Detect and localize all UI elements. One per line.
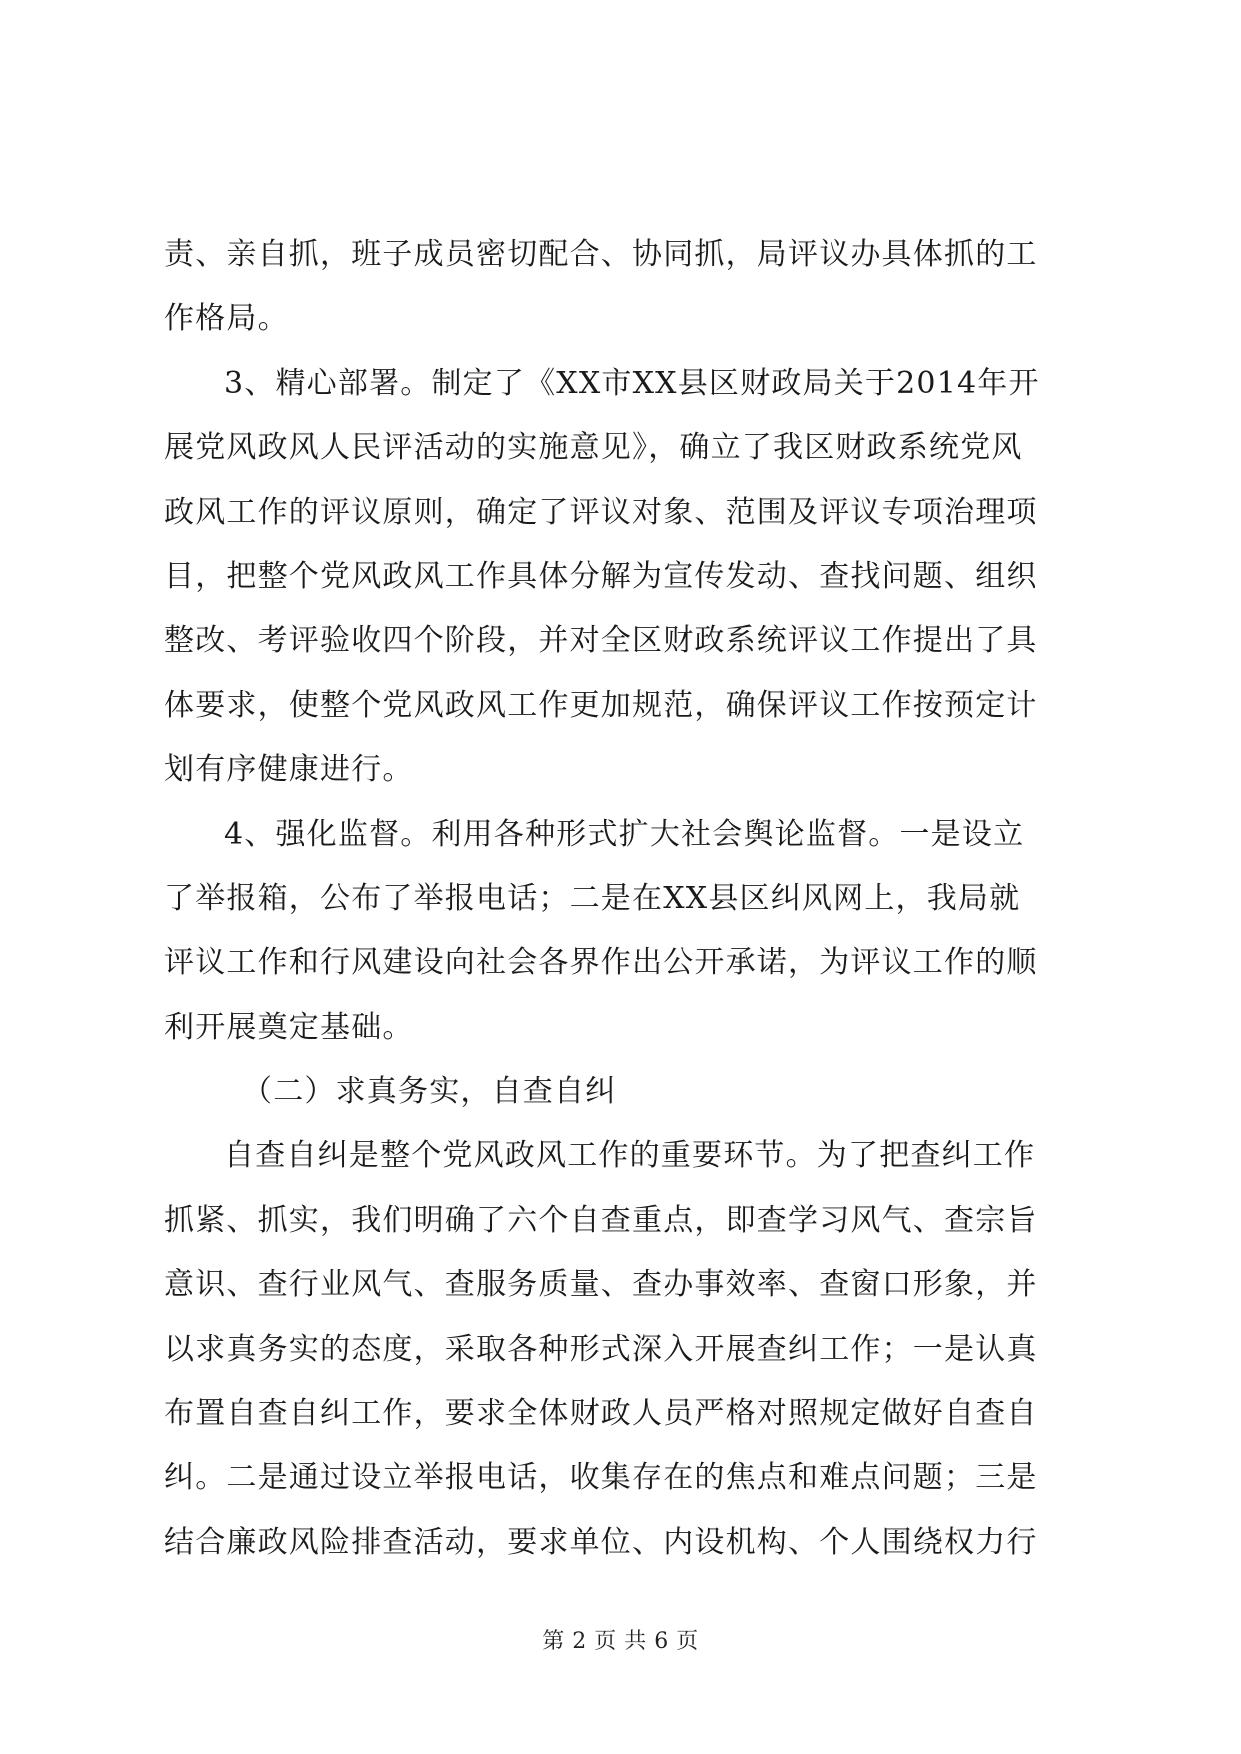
text-line: 展党风政风人民评活动的实施意见》，确立了我区财政系统党风 [164, 430, 1023, 466]
text-line: 作格局。 [164, 301, 289, 337]
text-line: 评议工作和行风建设向社会各界作出公开承诺，为评议工作的顺 [164, 945, 1038, 981]
paragraph-start-line: 4、强化监督。利用各种形式扩大社会舆论监督。一是设立 [224, 816, 1025, 852]
text-line: 了举报箱，公布了举报电话；二是在XX县区纠风网上，我局就 [164, 880, 1021, 916]
text-line: 体要求，使整个党风政风工作更加规范，确保评议工作按预定计 [164, 687, 1038, 723]
paragraph-start-line: 自查自纠是整个党风政风工作的重要环节。为了把查纠工作 [224, 1138, 1036, 1174]
text-line: 结合廉政风险排查活动，要求单位、内设机构、个人围绕权力行 [164, 1524, 1038, 1560]
paragraph-start-line: 3、精心部署。制定了《XX市XX县区财政局关于2014年开 [224, 365, 1040, 401]
text-line: 责、亲自抓，班子成员密切配合、协同抓，局评议办具体抓的工 [164, 237, 1038, 272]
text-line: 布置自查自纠工作，要求全体财政人员严格对照规定做好自查自 [164, 1396, 1038, 1432]
section-heading: （二）求真务实，自查自纠 [242, 1074, 617, 1110]
document-body [164, 223, 1084, 1575]
text-line: 意识、查行业风气、查服务质量、查办事效率、查窗口形象，并 [164, 1267, 1038, 1303]
text-line: 划有序健康进行。 [164, 752, 414, 788]
text-line: 纠。二是通过设立举报电话，收集存在的焦点和难点问题；三是 [164, 1460, 1038, 1496]
text-line: 抓紧、抓实，我们明确了六个自查重点，即查学习风气、查宗旨 [164, 1202, 1038, 1238]
text-line: 政风工作的评议原则，确定了评议对象、范围及评议专项治理项 [164, 494, 1038, 530]
text-line: 目，把整个党风政风工作具体分解为宣传发动、查找问题、组织 [164, 558, 1038, 594]
text-line: 以求真务实的态度，采取各种形式深入开展查纠工作；一是认真 [164, 1331, 1038, 1367]
page-number-footer: 第 2 页 共 6 页 [542, 1629, 699, 1654]
text-line: 利开展奠定基础。 [164, 1009, 414, 1045]
text-line: 整改、考评验收四个阶段，并对全区财政系统评议工作提出了具 [164, 623, 1038, 659]
